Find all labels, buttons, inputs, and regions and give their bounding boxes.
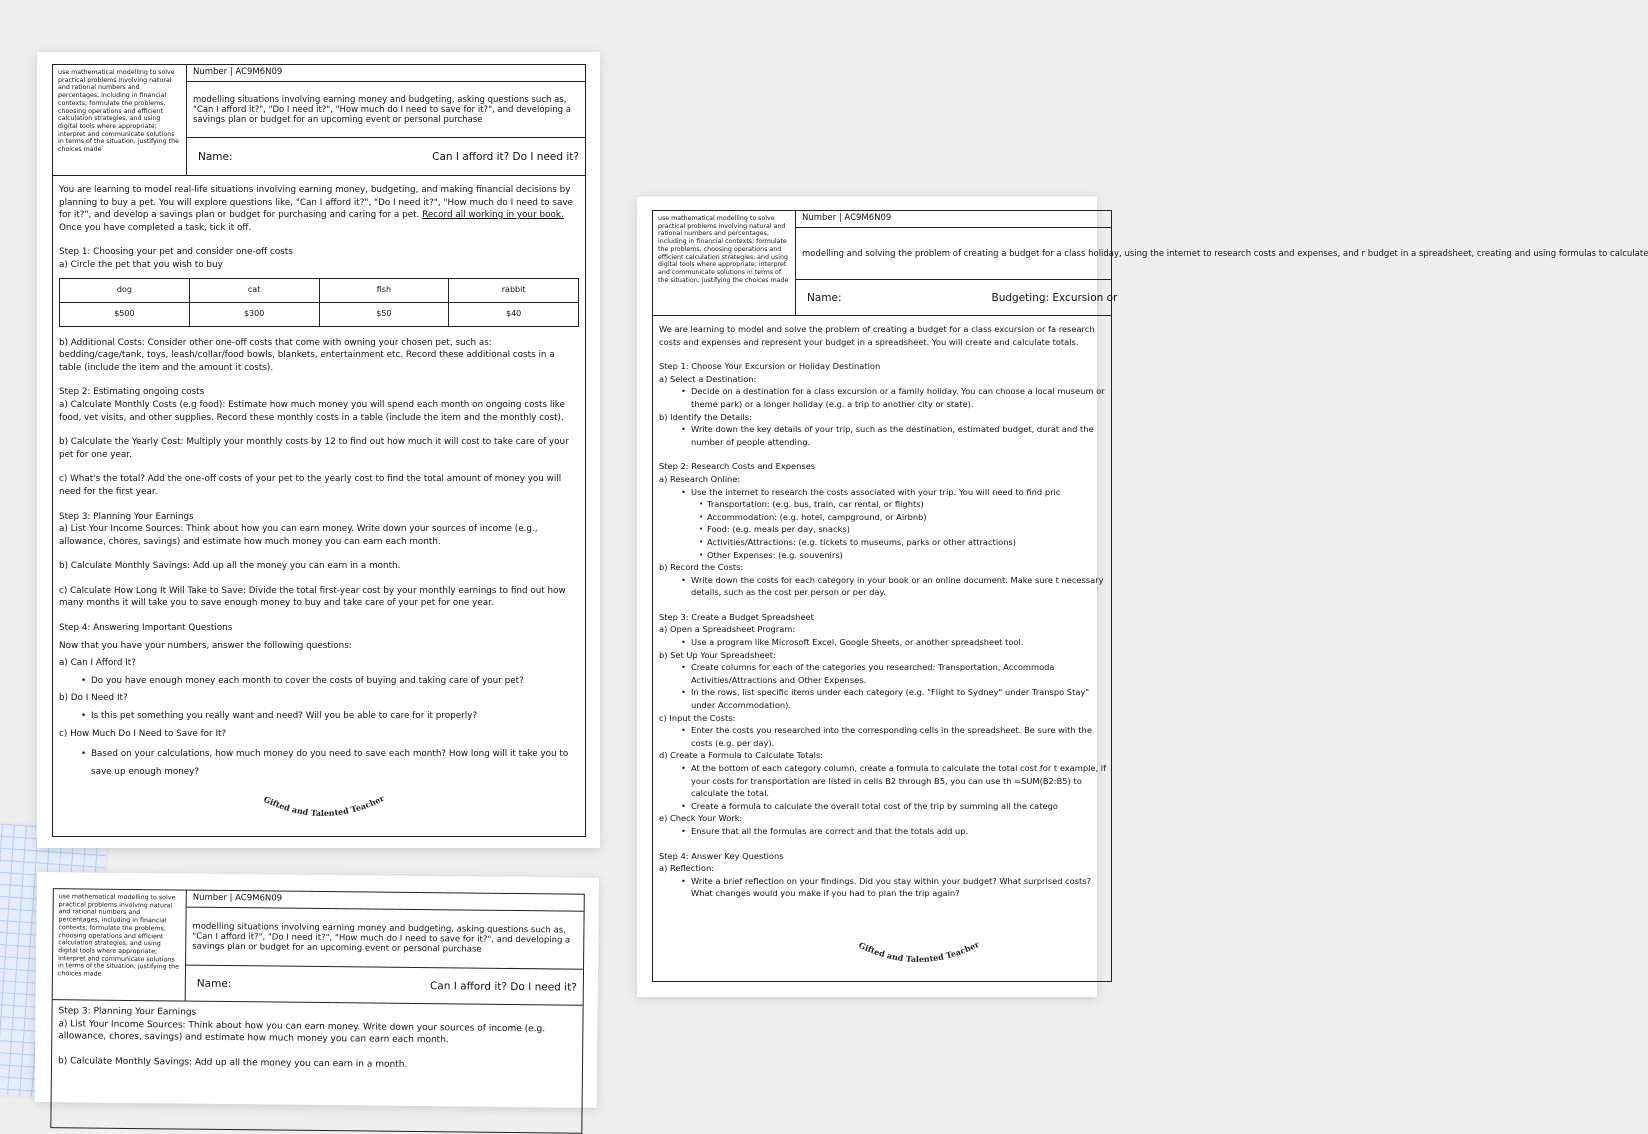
signature-logo xyxy=(253,793,393,833)
step-heading: Step 1: Choosing your pet and consider one-off costs xyxy=(59,247,293,258)
paragraph: a) List Your Income Sources: Think about how you can earn money. Write down your sources of income (e.g., allowance, chores, savings) and estimate how much money you can earn each month. xyxy=(59,524,538,547)
bullet: • Based on your calculations, how much money do you need to save each month? How long will it take you to save up enough money? xyxy=(59,745,579,781)
sub-heading: d) Create a Formula to Calculate Totals: xyxy=(659,750,824,761)
bullet: • In the rows, list specific items under each category (e.g. "Flight to Sydney" under Transpo Stay" under Accommodation). xyxy=(659,686,1111,711)
pet-option[interactable]: fish xyxy=(319,278,449,302)
bullet: • Enter the costs you researched into the corresponding cells in the spreadsheet. Be sure with the costs (e.g. per day). xyxy=(659,724,1111,749)
step-heading: Step 3: Planning Your Earnings xyxy=(59,511,194,522)
question: a) Can I Afford It? xyxy=(59,658,136,669)
intro-text: You are learning to model real-life situations involving earning money, budgeting, and making financial decisions by planning to buy a pet. You will explore questions like, "Can I afford it?", "Do I need it?", "How much do I need to save for it?", and develop a savings plan or budget for purchasing and caring for a pet. xyxy=(59,185,573,221)
sub-heading: b) Set Up Your Spreadsheet: xyxy=(659,649,776,660)
svg-text:Gifted and Talented Teacher xyxy=(262,793,386,818)
bullet: • Create columns for each of the categories you researched: Transportation, Accommoda Activities/Attractions and Other Expenses. xyxy=(659,661,1111,686)
curriculum-text: use mathematical modelling to solve practical problems involving natural and rational numbers and percentages, including in financial contexts; formulate the problems, choosing operations and efficient calculation strategies, and using digital tools where appropriate; interpret and communicate solutions in terms of the situation, justifying the choices made xyxy=(53,889,187,1000)
signature-logo xyxy=(848,939,988,979)
paragraph: b) Calculate the Yearly Cost: Multiply your monthly costs by 12 to find out how much it will cost to take care of your pet for one year. xyxy=(59,437,569,460)
name-row xyxy=(187,138,585,175)
bullet: • Do you have enough money each month to cover the costs of buying and taking care of your pet? xyxy=(59,675,579,688)
bullet: • Ensure that all the formulas are correct and that the totals add up. xyxy=(659,825,1129,838)
bullet: • Create a formula to calculate the overall total cost of the trip by summing all the catego xyxy=(659,800,1129,813)
bullet: • At the bottom of each category column, create a formula to calculate the total cost for t example, if your costs for transportation are listed in cells B2 through B5, you can use th =SUM(B2:B5) to calculate the total. xyxy=(659,762,1111,800)
description: modelling situations involving earning money and budgeting, asking questions such as, "Can I afford it?", "Do I need it?", "How much do I need to save for it?", and developing a savings plan or budget for an upcoming event or personal purchase xyxy=(186,908,584,970)
intro-underlined: Record all working in your book. xyxy=(422,210,564,221)
worksheet-header xyxy=(53,65,585,176)
name-label: Name: xyxy=(807,291,842,304)
question: b) Do I Need It? xyxy=(59,693,128,704)
sub-heading: c) Input the Costs: xyxy=(659,712,736,723)
curriculum-code: Number | AC9M6N09 xyxy=(187,65,585,82)
step-heading: Step 3: Planning Your Earnings xyxy=(58,1006,197,1018)
pet-price: $40 xyxy=(449,302,579,326)
sub-bullet: • Accommodation: (e.g. hotel, campground, or Airbnb) xyxy=(659,511,1129,524)
signature-text: Gifted and Talented Teacher xyxy=(262,793,386,819)
worksheet-header xyxy=(653,211,1648,316)
paragraph: c) What's the total? Add the one-off costs of your pet to the yearly cost to find the total amount of money you will need for the first year. xyxy=(59,474,562,497)
name-label: Name: xyxy=(198,150,233,163)
pet-option[interactable]: cat xyxy=(189,278,319,302)
bullet: • Write down the key details of your trip, such as the destination, estimated budget, durat and the number of people attending. xyxy=(659,423,1111,448)
paragraph: a) List Your Income Sources: Think about how you can earn money. Write down your sources of income (e.g. allowance, chores, savings) and estimate how much money you can earn each month. xyxy=(58,1018,546,1046)
description: modelling and solving the problem of creating a budget for a class holiday, using the internet to research costs and expenses, and r budget in a spreadsheet, creating and using formulas to calculate xyxy=(796,228,1111,280)
curriculum-code: Number | AC9M6N09 xyxy=(187,891,584,912)
sub-heading: b) Record the Costs: xyxy=(659,562,744,573)
sub-heading: a) Select a Destination: xyxy=(659,373,757,384)
pet-price: $50 xyxy=(319,302,449,326)
sub-heading: e) Check Your Work: xyxy=(659,813,743,824)
paragraph: Now that you have your numbers, answer the following questions: xyxy=(59,640,352,651)
worksheet-frame xyxy=(652,210,1648,982)
worksheet-body xyxy=(58,1005,577,1073)
paragraph: c) Calculate How Long It Will Take to Save: Divide the total first-year cost by your monthly earnings to find out how many months it will take you to save enough money to buy and take care of your pet for one year. xyxy=(59,585,566,609)
worksheet-title: Can I afford it? Do I need it? xyxy=(429,979,577,994)
worksheet-body xyxy=(659,323,1129,900)
curriculum-code: Number | AC9M6N09 xyxy=(796,211,1111,228)
name-label: Name: xyxy=(196,977,232,990)
intro: We are learning to model and solve the problem of creating a budget for a class excursion or fa research costs and expenses and represent your budget in a spreadsheet. You will create and calculate totals. xyxy=(659,324,1095,347)
sub-bullet: • Activities/Attractions: (e.g. tickets to museums, parks or other attractions) xyxy=(659,536,1129,549)
sub-bullet: • Other Expenses: (e.g. souvenirs) xyxy=(659,549,1129,562)
worksheet-title: Budgeting: Excursion or xyxy=(991,291,1118,304)
paragraph: a) Calculate Monthly Costs (e.g food): Estimate how much money you will spend each month on ongoing costs like food, vet visits, and other supplies. Record these monthly costs in a table (include the item and the monthly cost). xyxy=(59,399,565,423)
step-heading: Step 4: Answer Key Questions xyxy=(659,850,784,861)
curriculum-text: use mathematical modelling to solve practical problems involving natural and rational numbers and percentages, including in financial contexts; formulate the problems, choosing operations and efficient calculation strategies, and using digital tools where appropriate; interpret and communicate solutions in terms of the situation, justifying the choices made xyxy=(53,65,187,175)
pet-price-table xyxy=(59,278,579,327)
sub-heading: b) Identify the Details: xyxy=(659,411,752,422)
step-heading: Step 2: Research Costs and Expenses xyxy=(659,461,816,472)
signature-text: Gifted and Talented Teacher xyxy=(857,939,981,965)
bullet: • Is this pet something you really want and need? Will you be able to care for it properly? xyxy=(59,710,579,723)
name-row xyxy=(186,966,583,1005)
bullet: • Use the internet to research the costs associated with your trip. You will need to find pric xyxy=(659,486,1129,499)
question: c) How Much Do I Need to Save for It? xyxy=(59,728,227,739)
sub-bullet: • Transportation: (e.g. bus, train, car rental, or flights) xyxy=(659,498,1129,511)
sub-bullet: • Food: (e.g. meals per day, snacks) xyxy=(659,523,1129,536)
pet-price: $300 xyxy=(189,302,319,326)
worksheet-frame xyxy=(50,888,584,1134)
worksheet-budgeting xyxy=(637,197,1648,997)
worksheet-frame xyxy=(52,64,586,837)
curriculum-text: use mathematical modelling to solve practical problems involving natural and rational numbers and percentages, including in financial contexts; formulate the problems, choosing operations and efficient calculation strategies, and using digital tools where appropriate; interpret and communicate solutions in terms of the situation, justifying the choices made xyxy=(653,211,796,315)
pet-option[interactable]: dog xyxy=(60,278,190,302)
step-heading: Step 4: Answering Important Questions xyxy=(59,623,233,634)
intro-text-end: Once you have completed a task, tick it off. xyxy=(59,222,252,233)
sub-heading: a) Open a Spreadsheet Program: xyxy=(659,624,796,635)
worksheet-header xyxy=(53,889,584,1006)
paragraph: b) Additional Costs: Consider other one-off costs that come with owning your chosen pet, such as: bedding/cage/tank, toys, leash/collar/food bowls, blankets, entertainment etc. Record these additional costs in a table (include the item and the amount it costs). xyxy=(59,337,555,373)
worksheet-title: Can I afford it? Do I need it? xyxy=(432,150,579,163)
worksheet-pet xyxy=(37,52,600,848)
sub-heading: a) Reflection: xyxy=(659,863,715,874)
step-heading: Step 1: Choose Your Excursion or Holiday Destination xyxy=(659,361,881,372)
worksheet-pet-copy xyxy=(35,872,599,1108)
step-heading: Step 3: Create a Budget Spreadsheet xyxy=(659,611,814,622)
sub-heading: a) Research Online: xyxy=(659,473,741,484)
description: modelling situations involving earning money and budgeting, asking questions such as, "Can I afford it?", "Do I need it?", "How much do I need to save for it?", and developing a savings plan or budget for an upcoming event or personal purchase xyxy=(187,82,585,138)
bullet: • Write a brief reflection on your findings. Did you stay within your budget? What surprised costs? What changes would you make if you had to plan the trip again? xyxy=(659,875,1111,900)
worksheet-body xyxy=(59,184,579,781)
bullet: • Write down the costs for each category in your book or an online document. Make sure t necessary details, such as the cost per person or per day. xyxy=(659,574,1111,599)
paragraph: b) Calculate Monthly Savings: Add up all the money you can earn in a month. xyxy=(57,1056,408,1070)
step-heading: Step 2: Estimating ongoing costs xyxy=(59,387,205,398)
bullet: • Use a program like Microsoft Excel, Google Sheets, or another spreadsheet tool. xyxy=(659,636,1129,649)
name-row xyxy=(796,280,1118,315)
paragraph: b) Calculate Monthly Savings: Add up all the money you can earn in a month. xyxy=(59,561,401,572)
bullet: • Decide on a destination for a class excursion or a family holiday. You can choose a local museum or theme park) or a longer holiday (e.g. a trip to another city or state). xyxy=(659,385,1111,410)
intro xyxy=(59,184,579,234)
sub-heading: a) Circle the pet that you wish to buy xyxy=(59,259,223,270)
svg-text:Gifted and Talented Teacher xyxy=(857,939,981,964)
pet-option[interactable]: rabbit xyxy=(449,278,579,302)
pet-price: $500 xyxy=(60,302,190,326)
